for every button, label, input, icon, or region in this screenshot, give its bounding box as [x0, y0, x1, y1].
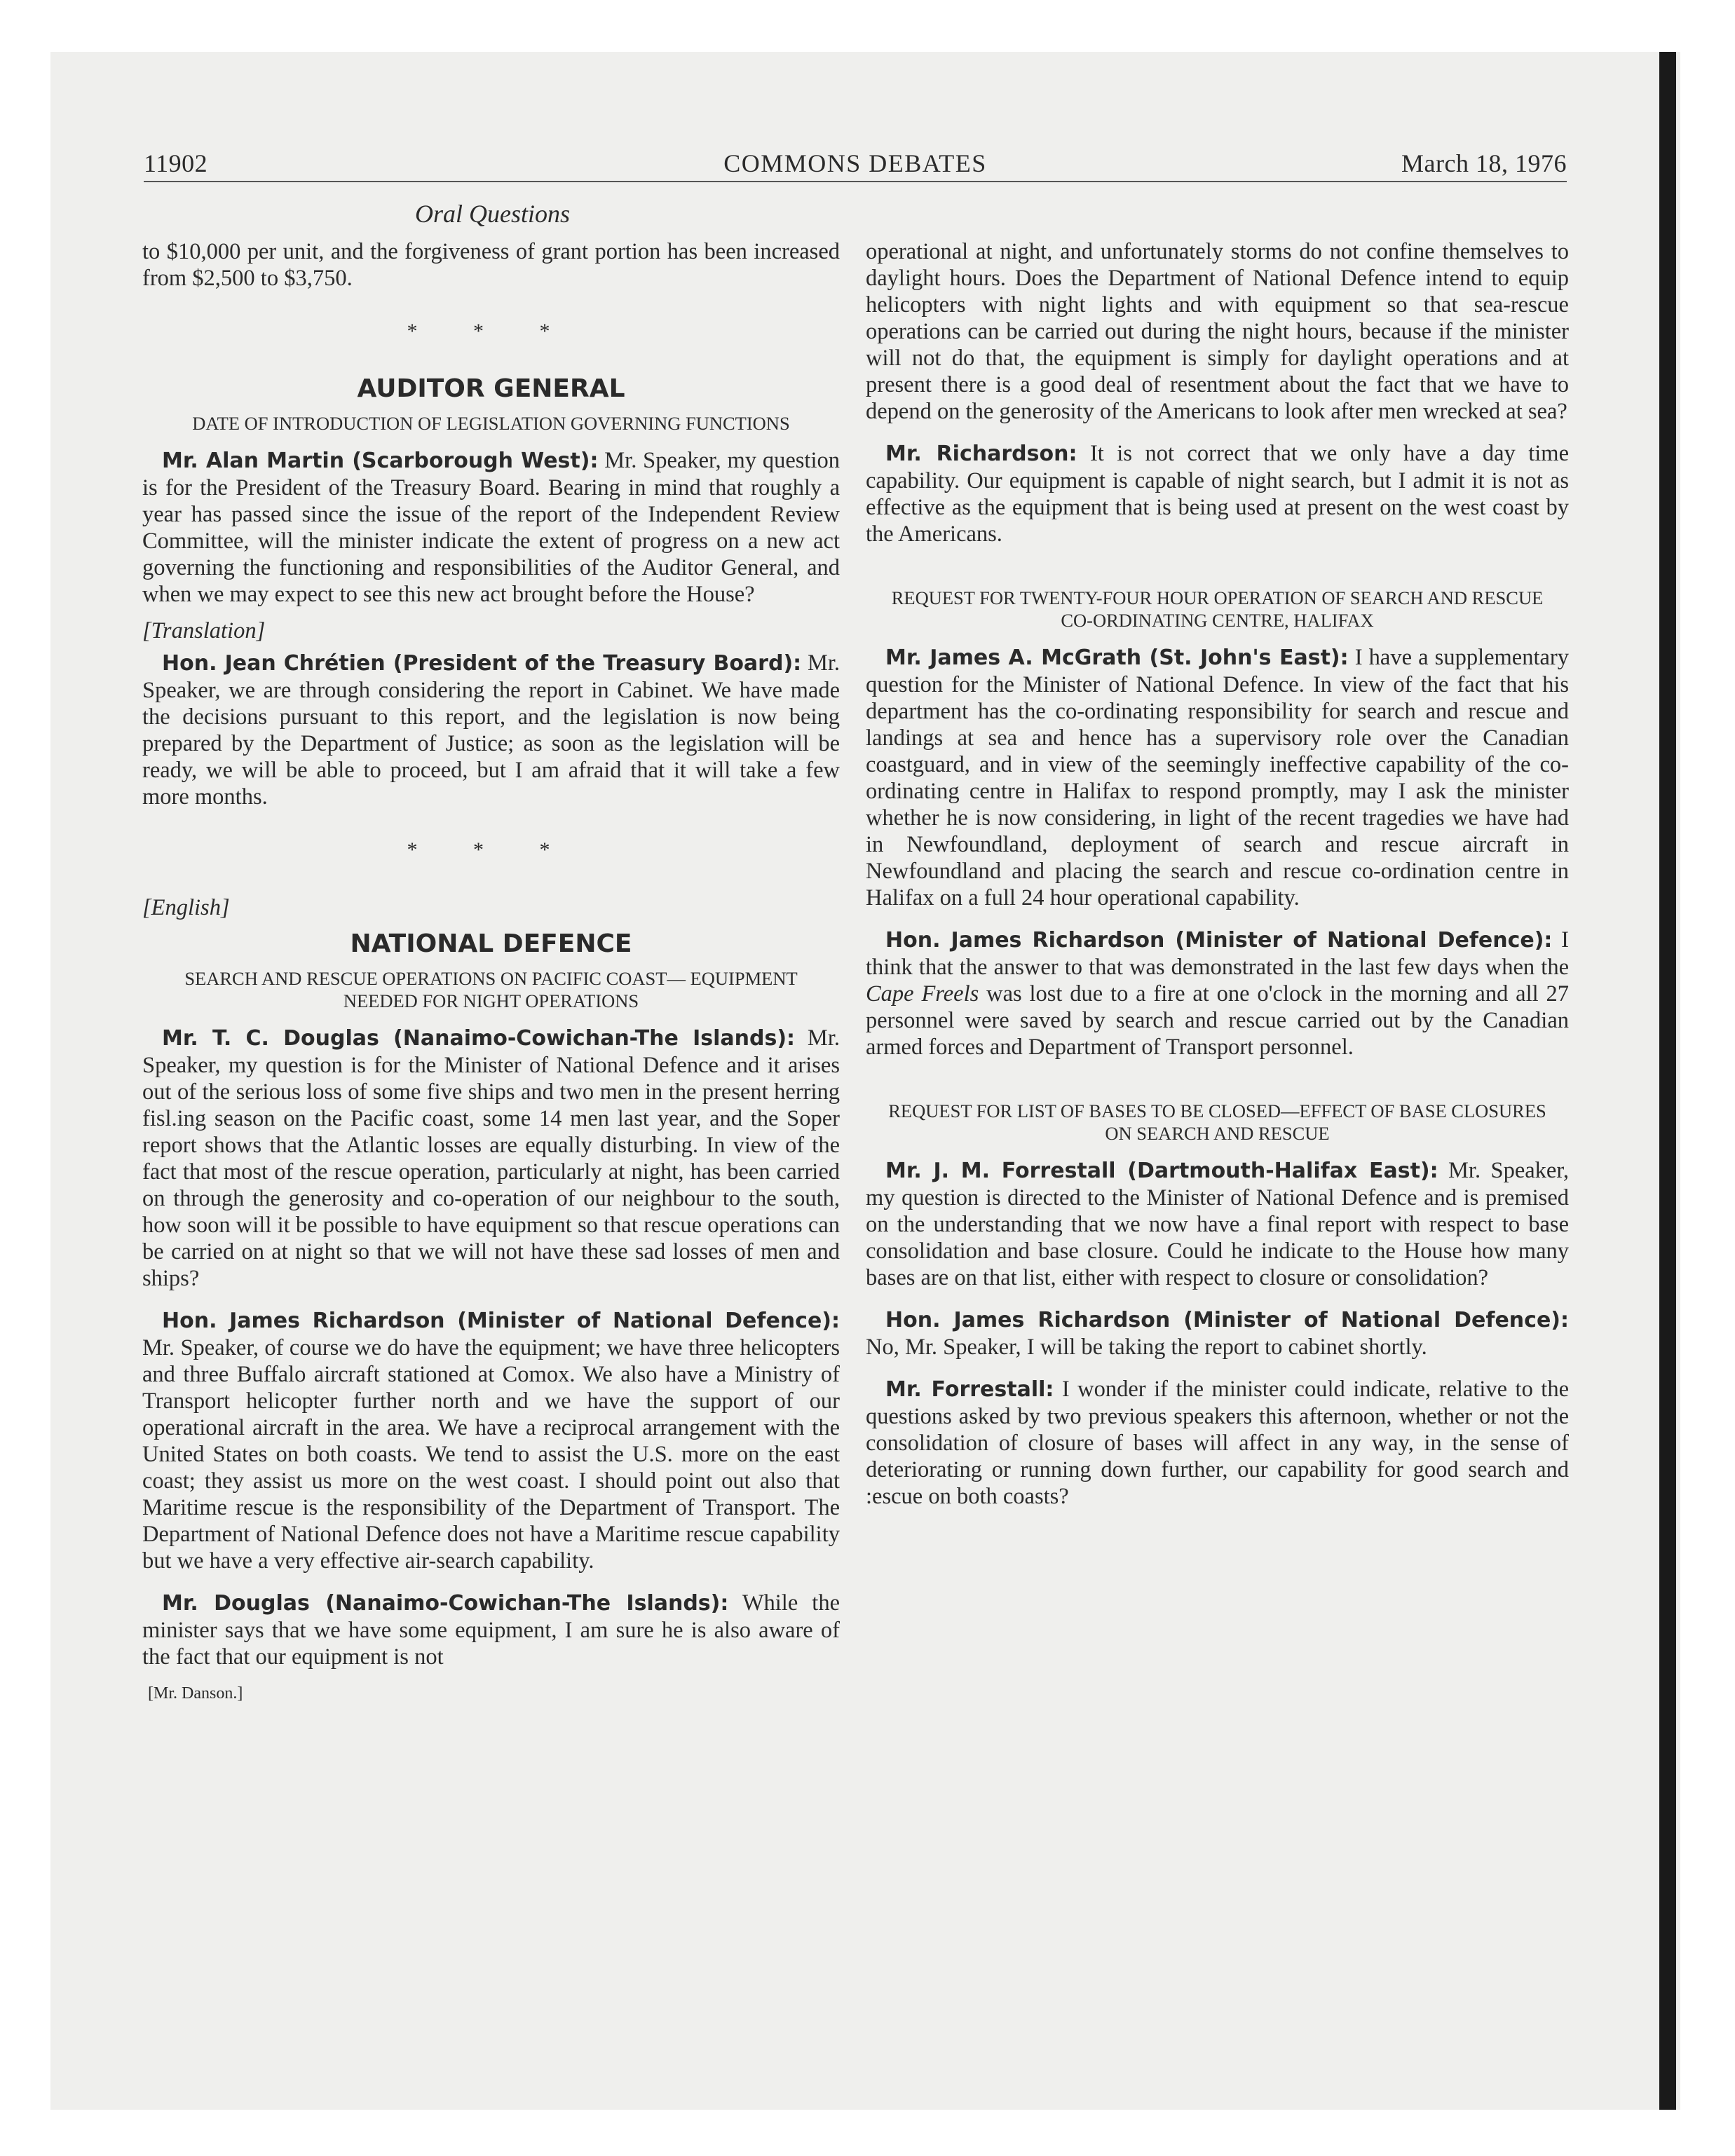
speech-text: It is not correct that we only have a day time capability. Our equipment is capable of night search, but I admit it is not as effective as the equipment that is being used at present on the west coast by the Americans.	[866, 441, 1569, 547]
speaker-name: Hon. James Richardson (Minister of National Defence):	[162, 1309, 840, 1333]
section-heading: NATIONAL DEFENCE	[350, 929, 632, 958]
speech-text: Mr. Speaker, my question is for the Minister of National Defence and it arises out of the serious loss of some five ships and two men in the present herring fisl.ing season on the Pacific coast, some 14 men last year, and the Soper report shows that the Atlantic losses are equally disturbing. In view of the fact that most of the rescue operation, particularly at night, has been carried on through the generosity and co-operation of our neighbour to the south, how soon will it be possible to have equipment so that rescue operations can be carried on at night so that we will not have these sad losses of men and ships?	[142, 1025, 840, 1291]
speech-text: I have a supplementary question for the Minister of National Defence. In view of the fact that his department has the co-ordinating responsibility for search and rescue and landings at sea and hence has a supervisory role over the Canadian coastguard, and in view of the seemingly ineffective capability of the co-ordinating centre in Halifax to respond promptly, may I ask the minister whether he is now considering, in light of the recent tragedies we have had in Newfoundland, deployment of search and rescue aircraft in Newfoundland and placing the search and rescue co-ordination centre in Halifax on a full 24 hour operational capability.	[866, 645, 1570, 910]
speech	[866, 440, 1569, 547]
header-page-number: 11902	[144, 149, 208, 177]
ship-name: Cape Freels	[866, 981, 979, 1007]
running-title: Oral Questions	[414, 200, 570, 228]
speech	[866, 1306, 1569, 1360]
speech-text: Mr. Speaker, my question is directed to the Minister of National Defence and is premised on the understanding that we now have a final report with respect to base consolidation and base closure. Could he indicate to the House how many bases are on that list, either with respect to closure or consolidation?	[866, 1158, 1569, 1290]
paragraph: operational at night, and unfortunately storms do not confine themselves to daylight hours. Does the Department of National Defence intend to equip helicopters with night lights and with equipment so that sea-rescue operations can be carried out during the night hours, because if the minister will not do that, the equipment is simply for daylight operations and at present there is a good deal of resentment about the fact that we have to depend on the generosity of the Americans to look after men wrecked at sea?	[866, 239, 1569, 424]
speech	[866, 644, 1569, 911]
speaker-name: Mr. T. C. Douglas (Nanaimo-Cowichan-The Islands):	[162, 1026, 796, 1051]
speech	[866, 1376, 1569, 1510]
page-header	[144, 149, 1567, 182]
footnote: [Mr. Danson.]	[148, 1684, 243, 1703]
subsection-heading: REQUEST FOR LIST OF BASES TO BE CLOSED—EFFECT OF BASE CLOSURES ON SEARCH AND RESCUE	[888, 1100, 1546, 1144]
subsection-heading: SEARCH AND RESCUE OPERATIONS ON PACIFIC COAST— EQUIPMENT NEEDED FOR NIGHT OPERATIONS	[184, 968, 798, 1011]
speech-text: Mr. Speaker, my question is for the President of the Treasury Board. Bearing in mind that roughly a year has passed since the issue of the report of the Independent Review Committee, will the minister indicate the extent of progress on a new act governing the functioning and responsibilities of the Auditor General, and when we may expect to see this new act brought before the House?	[142, 448, 840, 607]
scan-edge-bar	[1659, 52, 1676, 2110]
language-marker: [Translation]	[142, 618, 266, 643]
left-column	[142, 238, 840, 1707]
speaker-name: Hon. Jean Chrétien (President of the Treasury Board):	[162, 651, 802, 676]
speech-text: I wonder if the minister could indicate, relative to the questions asked by two previous speakers this afternoon, whether or not the consolidation of closure of bases will affect in any way, in the sense of deteriorating or running down further, our capability for good search and :escue on both coasts?	[866, 1377, 1569, 1509]
speech	[866, 1157, 1569, 1291]
subsection-heading: REQUEST FOR TWENTY-FOUR HOUR OPERATION OF SEARCH AND RESCUE CO-ORDINATING CENTRE, HALIFAX	[891, 587, 1544, 631]
speaker-name: Mr. Alan Martin (Scarborough West):	[162, 449, 599, 473]
speaker-name: Mr. J. M. Forrestall (Dartmouth-Halifax East):	[885, 1159, 1438, 1183]
speech-text: Mr. Speaker, of course we do have the equipment; we have three helicopters and three Buffalo aircraft stationed at Comox. We also have a Ministry of Transport helicopter further north and we have the support of our operational aircraft in the area. We have a reciprocal arrangement with the United States on both coasts. We tend to assist the U.S. more on the east coast; they assist us more on the west coast. I should point out also that Maritime rescue is the responsibility of the Department of Transport. The Department of National Defence does not have a Maritime rescue capability but we have a very effective air-search capability.	[142, 1335, 840, 1574]
speech-text: was lost due to a fire at one o'clock in the morning and all 27 personnel were saved by search and rescue carried out by the Canadian armed forces and Department of Transport personnel.	[866, 981, 1569, 1060]
speech-text: No, Mr. Speaker, I will be taking the report to cabinet shortly.	[866, 1335, 1427, 1360]
language-marker: [English]	[142, 895, 230, 920]
speech-text: Mr. Speaker, we are through considering the report in Cabinet. We have made the decisions pursuant to this report, and the legislation is now being prepared by the Department of Justice; as soon as the legislation will be ready, we will be able to proceed, but I am afraid that it will take a few more months.	[142, 650, 840, 810]
speech	[866, 927, 1569, 1060]
speech	[142, 650, 840, 810]
right-column	[866, 238, 1569, 1510]
speaker-name: Hon. James Richardson (Minister of National Defence):	[885, 1308, 1569, 1332]
speech	[142, 1025, 840, 1292]
speaker-name: Mr. Richardson:	[885, 442, 1077, 466]
speech	[142, 447, 840, 608]
section-separator: * * *	[407, 838, 576, 861]
header-date: March 18, 1976	[1401, 149, 1567, 177]
subsection-heading: DATE OF INTRODUCTION OF LEGISLATION GOVERNING FUNCTIONS	[192, 413, 790, 434]
speech-text: I think that the answer to that was demonstrated in the last few days when the	[866, 927, 1569, 980]
speaker-name: Mr. Forrestall:	[885, 1377, 1054, 1402]
speech	[142, 1307, 840, 1574]
paragraph: to $10,000 per unit, and the forgiveness of grant portion has been increased from $2,500 to $3,750.	[142, 239, 840, 291]
speech	[142, 1590, 840, 1670]
speaker-name: Mr. Douglas (Nanaimo-Cowichan-The Islands):	[162, 1591, 729, 1616]
header-title: COMMONS DEBATES	[723, 149, 987, 177]
speaker-name: Hon. James Richardson (Minister of National Defence):	[885, 928, 1553, 953]
speech-text: While the minister says that we have some equipment, I am sure he is also aware of the fact that our equipment is not	[142, 1590, 840, 1670]
speaker-name: Mr. James A. McGrath (St. John's East):	[885, 646, 1349, 670]
section-heading: AUDITOR GENERAL	[357, 374, 625, 403]
section-separator: * * *	[407, 320, 576, 343]
